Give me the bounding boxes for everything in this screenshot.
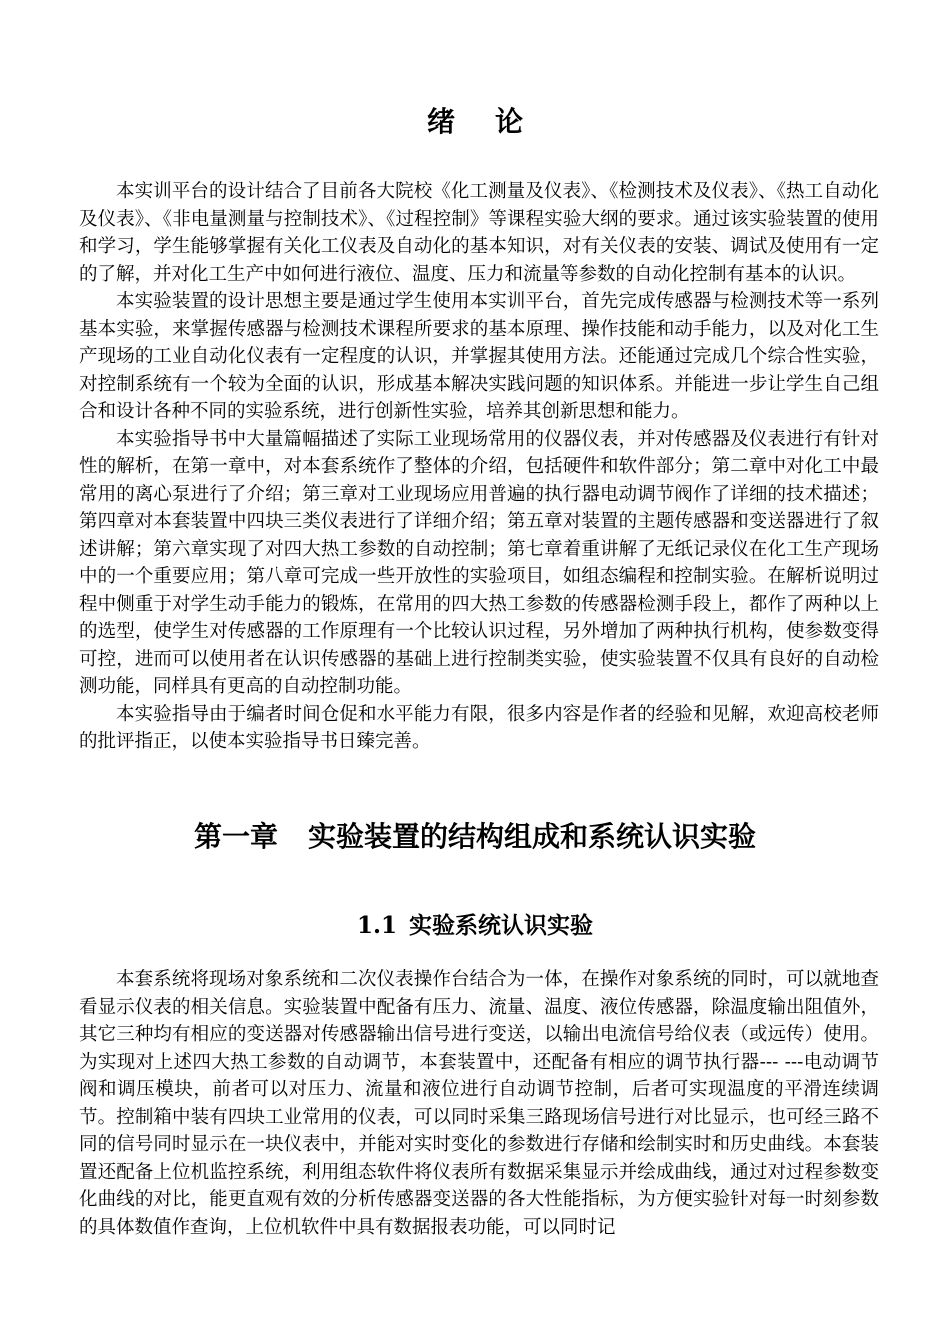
section-paragraph: 本套系统将现场对象系统和二次仪表操作台结合为一体，在操作对象系统的同时，可以就地查看显示仪表的相关信息。实验装置中配备有压力、流量、温度、液位传感器，除温度输出阻值外，其它三种均有相应的变送器对传感器输出信号进行变送，以输出电流信号给仪表（或远传）使用。为实现对上述四大热工参数的自动调节，本套装置中，还配备有相应的调节执行器--- ---电动调节阀和调压模块，前者可以对压力、流量和液位进行自动调节控制，后者可实现温度的平滑连续调节。控制箱中装有四块工业常用的仪表，可以同时采集三路现场信号进行对比显示，也可经三路不同的信号同时显示在一块仪表中，并能对实时变化的参数进行存储和绘制实时和历史曲线。本套装置还配备上位机监控系统，利用组态软件将仪表所有数据采集显示并绘成曲线，通过对过程参数变化曲线的对比，能更直观有效的分析传感器变送器的各大性能指标，为方便实验针对每一时刻参数的具体数值作查询，上位机软件中具有数据报表功能，可以同时记: [79, 969, 879, 1238]
chapter-heading: [0, 815, 950, 855]
chapter-title: 实验装置的结构组成和系统认识实验: [308, 820, 757, 853]
section-title: 实验系统认识实验: [409, 912, 593, 939]
preface-body: [79, 178, 879, 756]
preface-paragraph: 本实训平台的设计结合了目前各大院校《化工测量及仪表》、《检测技术及仪表》、《热工自动化及仪表》、《非电量测量与控制技术》、《过程控制》等课程实验大纲的要求。通过该实验装置的使用和学习，学生能够掌握有关化工仪表及自动化的基本知识，对有关仪表的安装、调试及使用有一定的了解，并对化工生产中如何进行液位、温度、压力和流量等参数的自动化控制有基本的认识。: [79, 181, 879, 285]
preface-title: 绪论: [426, 105, 563, 138]
section-number: 1.1: [356, 912, 397, 939]
section-body: [79, 966, 879, 1241]
chapter-number: 第一章: [193, 820, 278, 853]
section-heading: [0, 907, 950, 940]
preface-paragraph: 本实验指导书中大量篇幅描述了实际工业现场常用的仪器仪表，并对传感器及仪表进行有针对性的解析，在第一章中，对本套系统作了整体的介绍，包括硬件和软件部分；第二章中对化工中最常用的离心泵进行了介绍；第三章对工业现场应用普遍的执行器电动调节阀作了详细的技术描述；第四章对本套装置中四块三类仪表进行了详细介绍；第五章对装置的主题传感器和变送器进行了叙述讲解；第六章实现了对四大热工参数的自动控制；第七章着重讲解了无纸记录仪在化工生产现场中的一个重要应用；第八章可完成一些开放性的实验项目，如组态编程和控制实验。在解析说明过程中侧重于对学生动手能力的锻炼，在常用的四大热工参数的传感器检测手段上，都作了两种以上的选型，使学生对传感器的工作原理有一个比较认识过程，另外增加了两种执行机构，使参数变得可控，进而可以使用者在认识传感器的基础上进行控制类实验，使实验装置不仅具有良好的自动检测功能，同样具有更高的自动控制功能。: [79, 428, 879, 697]
preface-paragraph: 本实验装置的设计思想主要是通过学生使用本实训平台，首先完成传感器与检测技术等一系列基本实验，来掌握传感器与检测技术课程所要求的基本原理、操作技能和动手能力，以及对化工生产现场的工业自动化仪表有一定程度的认识，并掌握其使用方法。还能通过完成几个综合性实验，对控制系统有一个较为全面的认识，形成基本解决实践问题的知识体系。并能进一步让学生自己组合和设计各种不同的实验系统，进行创新性实验，培养其创新思想和能力。: [79, 291, 879, 422]
preface-paragraph: 本实验指导由于编者时间仓促和水平能力有限，很多内容是作者的经验和见解，欢迎高校老师的批评指正，以使本实验指导书日臻完善。: [79, 703, 879, 752]
